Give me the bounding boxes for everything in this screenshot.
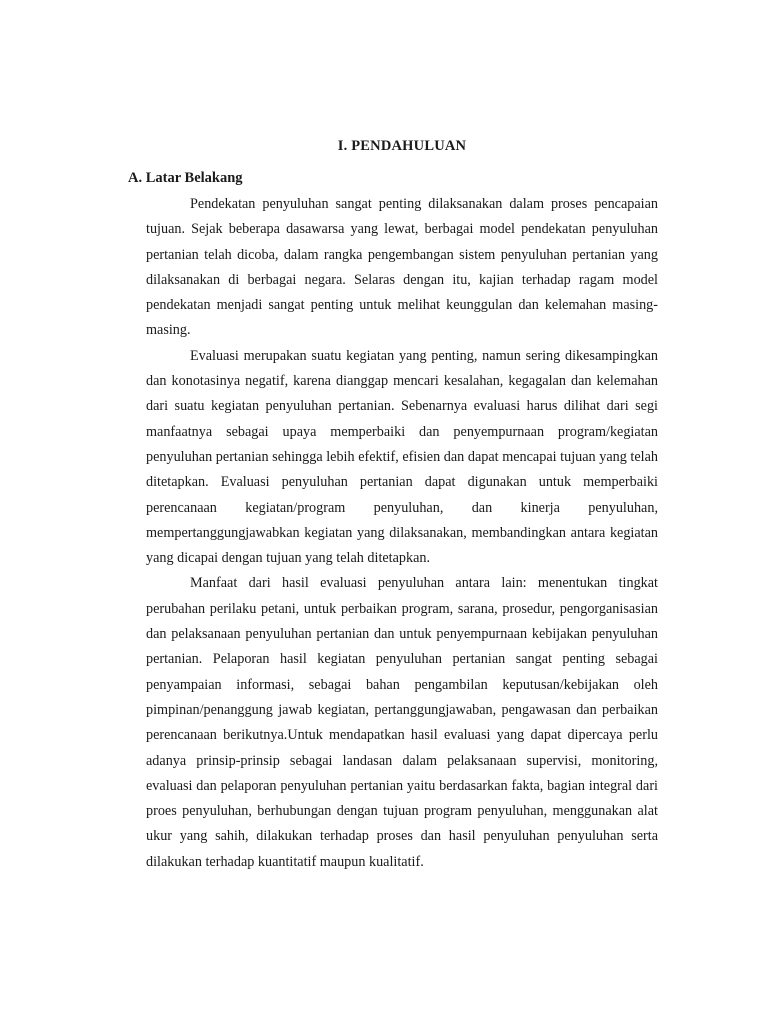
section-heading: A. Latar Belakang [128,170,243,186]
paragraph-2: Evaluasi merupakan suatu kegiatan yang penting, namun sering dikesampingkan dan konotasinya negatif, karena dianggap mencari kesalahan, kegagalan dan kelemahan dari suatu kegiatan penyuluhan pertanian. Sebenarnya evaluasi harus dilihat dari segi manfaatnya sebagai upaya memperbaiki dan penyempurnaan program/kegiatan penyuluhan pertanian sehingga lebih efektif, efisien dan dapat mencapai tujuan yang telah ditetapkan. Evaluasi penyuluhan pertanian dapat digunakan untuk memperbaiki perencanaan kegiatan/program penyuluhan, dan kinerja penyuluhan, mempertanggungjawabkan kegiatan yang dilaksanakan, membandingkan antara kegiatan yang dicapai dengan tujuan yang telah ditetapkan. [146,347,658,567]
body-text [146,192,658,875]
chapter-title: I. PENDAHULUAN [337,138,467,154]
paragraph-1: Pendekatan penyuluhan sangat penting dilaksanakan dalam proses pencapaian tujuan. Sejak beberapa dasawarsa yang lewat, berbagai model pendekatan penyuluhan pertanian telah dicoba, dalam rangka pengembangan sistem penyuluhan pertanian yang dilaksanakan di berbagai negara. Selaras dengan itu, kajian terhadap ragam model pendekatan menjadi sangat penting untuk melihat keunggulan dan kelemahan masing-masing. [146,196,658,339]
paragraph-3: Manfaat dari hasil evaluasi penyuluhan antara lain: menentukan tingkat perubahan perilaku petani, untuk perbaikan program, sarana, prosedur, pengorganisasian dan pelaksanaan penyuluhan pertanian dan untuk penyempurnaan kebijakan penyuluhan pertanian. Pelaporan hasil kegiatan penyuluhan pertanian sangat penting sebagai penyampaian informasi, sebagai bahan pengambilan keputusan/kebijakan oleh pimpinan/penanggung jawab kegiatan, pertanggungjawaban, pengawasan dan perbaikan perencanaan berikutnya.Untuk mendapatkan hasil evaluasi yang dapat dipercaya perlu adanya prinsip-prinsip sebagai landasan dalam pelaksanaan supervisi, monitoring, evaluasi dan pelaporan penyuluhan pertanian yaitu berdasarkan fakta, bagian integral dari proes penyuluhan, berhubungan dengan tujuan program penyuluhan, menggunakan alat ukur yang sahih, dilakukan terhadap proses dan hasil penyuluhan penyuluhan serta dilakukan terhadap kuantitatif maupun kualitatif. [146,575,658,870]
